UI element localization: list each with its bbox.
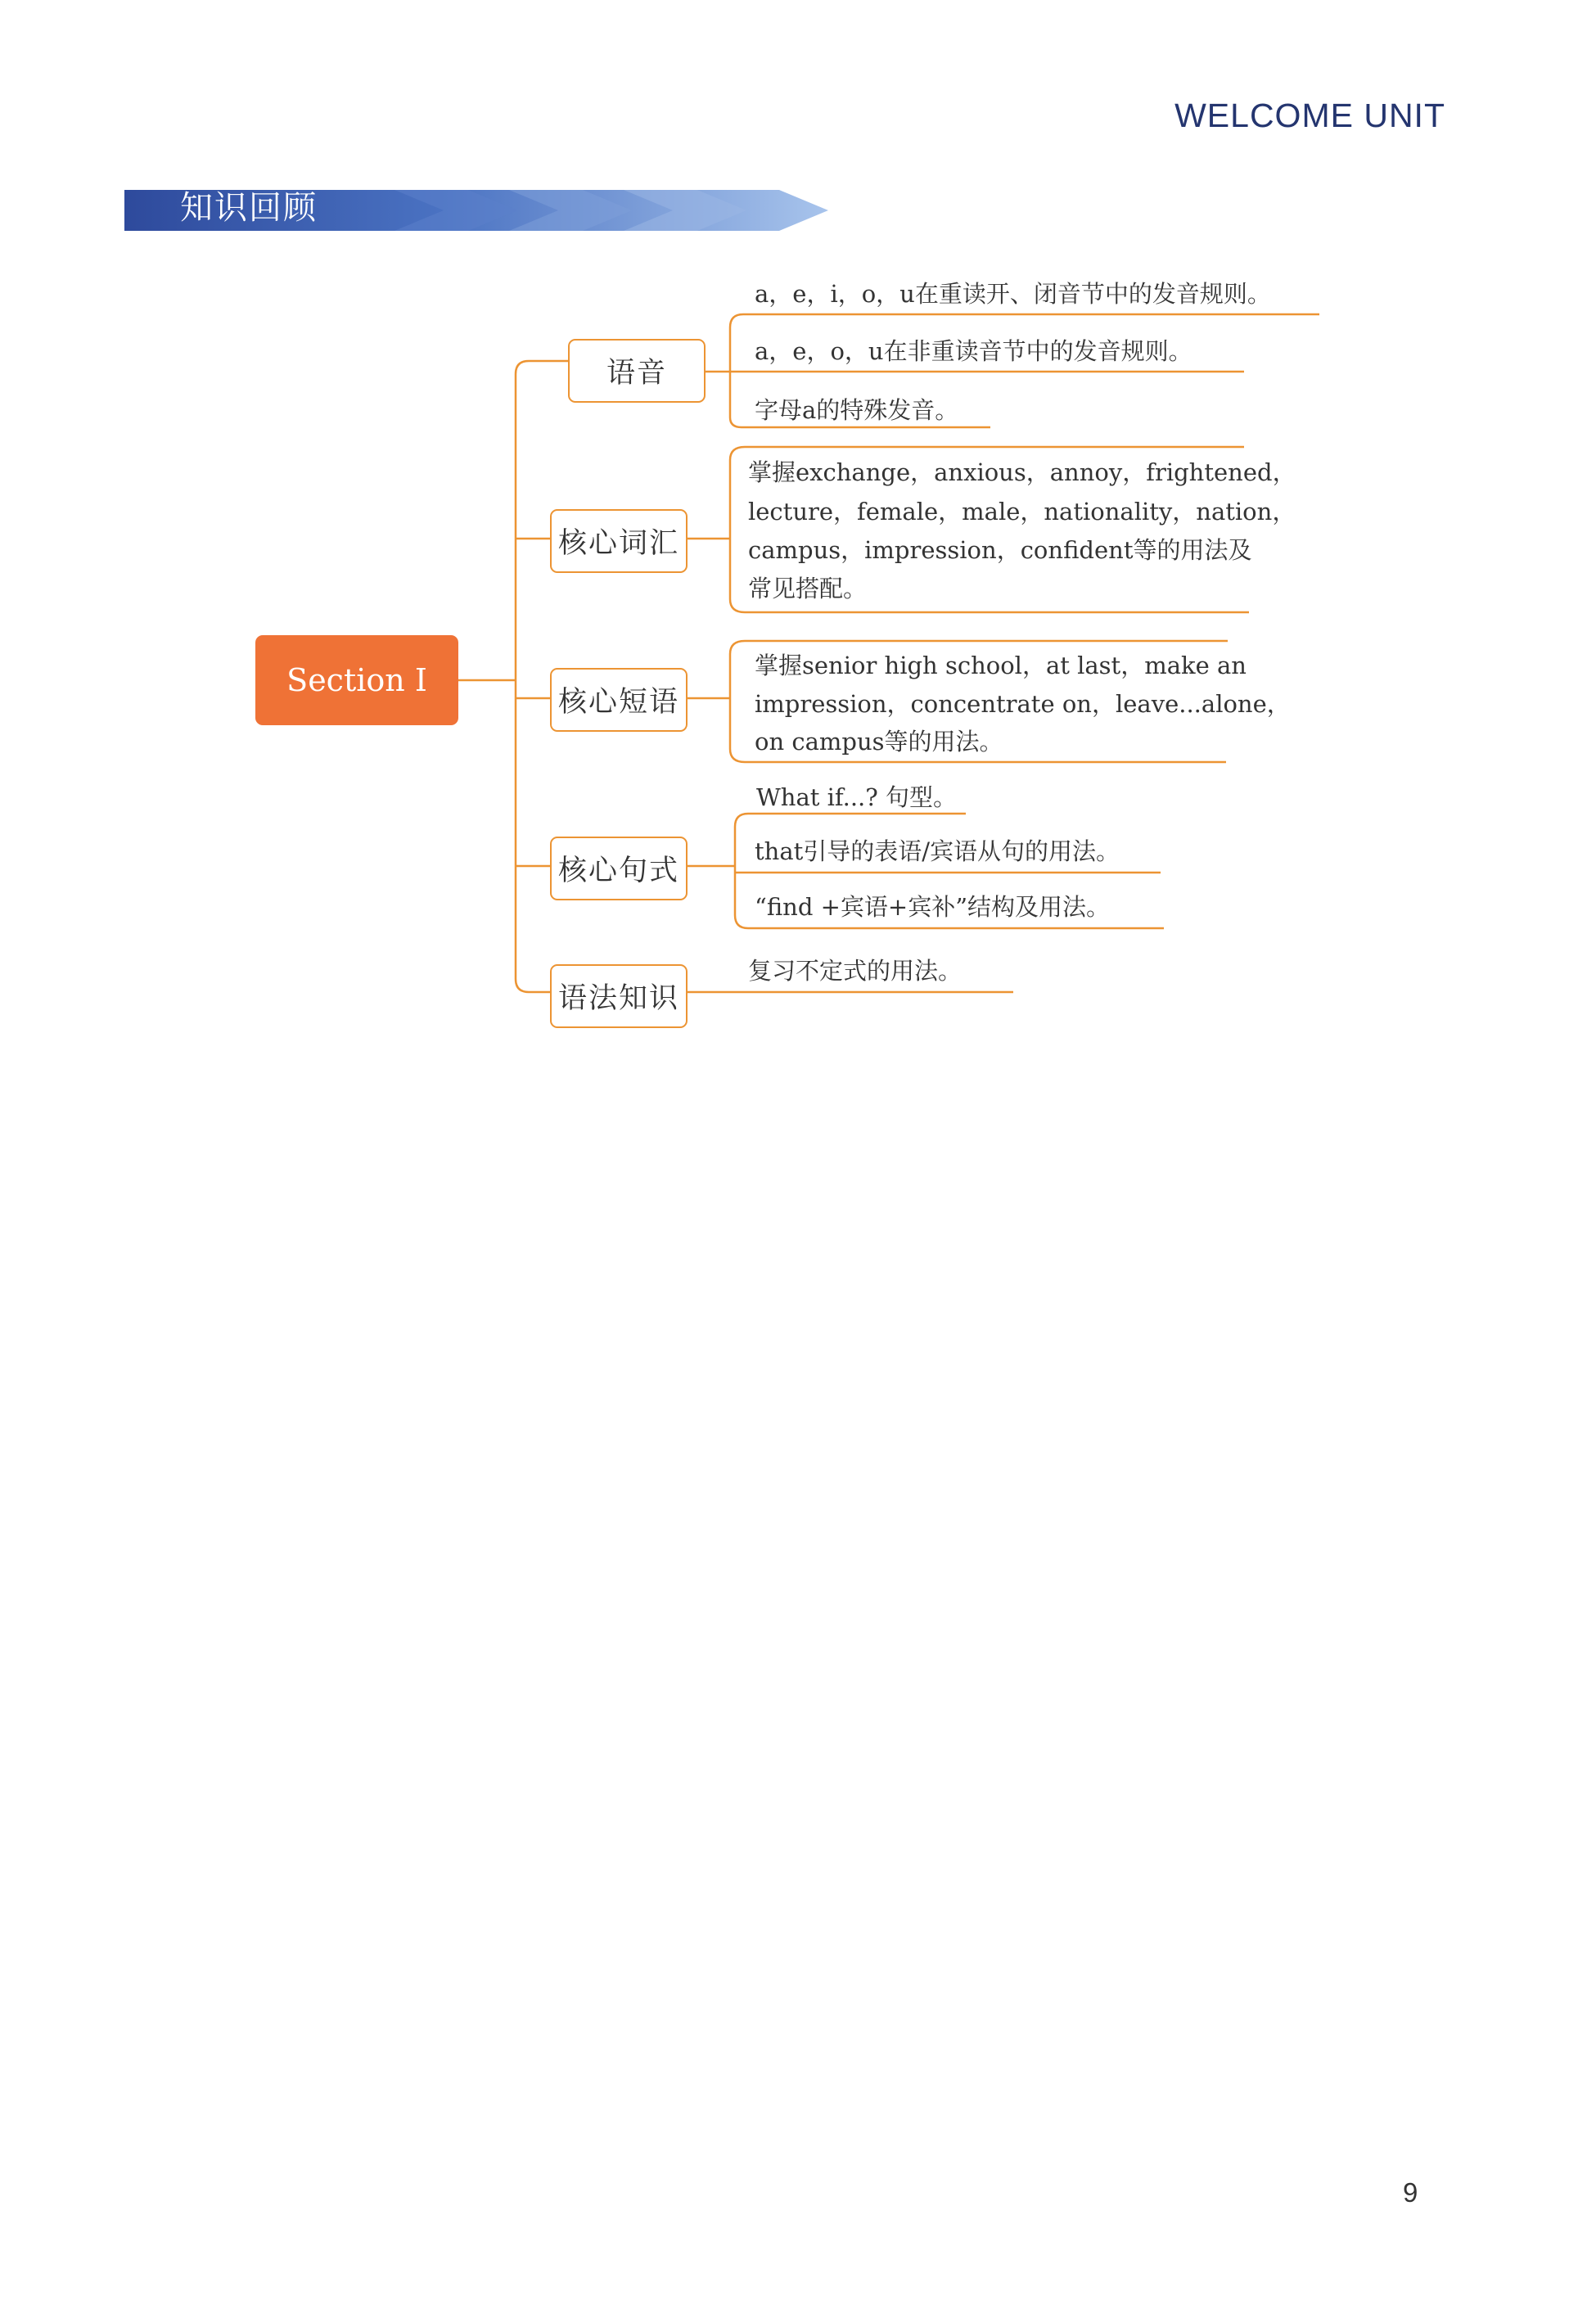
pronunciation-item-3: 字母a的特殊发音。: [755, 396, 959, 424]
sentence-pattern-item-2: that引导的表语/宾语从句的用法。: [755, 837, 1120, 865]
vocabulary-line-3: campus，impression，confident等的用法及: [748, 536, 1252, 564]
mindmap: [0, 0, 1596, 1080]
vocabulary-line-1: 掌握exchange，anxious，annoy，frightened，: [748, 458, 1296, 486]
page-number: 9: [1403, 2177, 1418, 2208]
grammar-item-1: 复习不定式的用法。: [748, 957, 963, 985]
banner-title: 知识回顾: [180, 189, 318, 227]
category-core-sentence-patterns: 核心句式: [550, 837, 688, 900]
category-core-vocabulary: 核心词汇: [550, 509, 688, 573]
vocabulary-line-4: 常见搭配。: [748, 575, 868, 602]
root-node-section-i: Section I: [255, 635, 458, 725]
category-core-phrases: 核心短语: [550, 668, 688, 732]
pronunciation-item-1: a，e，i，o，u在重读开、闭音节中的发音规则。: [755, 280, 1271, 308]
phrases-line-1: 掌握senior high school，at last，make an: [755, 652, 1247, 679]
sentence-pattern-item-3: “find +宾语+宾补”结构及用法。: [755, 893, 1111, 921]
phrases-line-2: impression，concentrate on，leave...alone，: [755, 690, 1291, 718]
pronunciation-item-2: a，e，o，u在非重读音节中的发音规则。: [755, 337, 1192, 365]
category-pronunciation: 语音: [568, 339, 706, 403]
vocabulary-line-2: lecture，female，male，nationality，nation，: [748, 498, 1296, 526]
unit-header: WELCOME UNIT: [1174, 97, 1445, 134]
category-grammar: 语法知识: [550, 964, 688, 1028]
phrases-line-3: on campus等的用法。: [755, 728, 1003, 756]
sentence-pattern-item-1: What if...? 句型。: [756, 783, 958, 811]
